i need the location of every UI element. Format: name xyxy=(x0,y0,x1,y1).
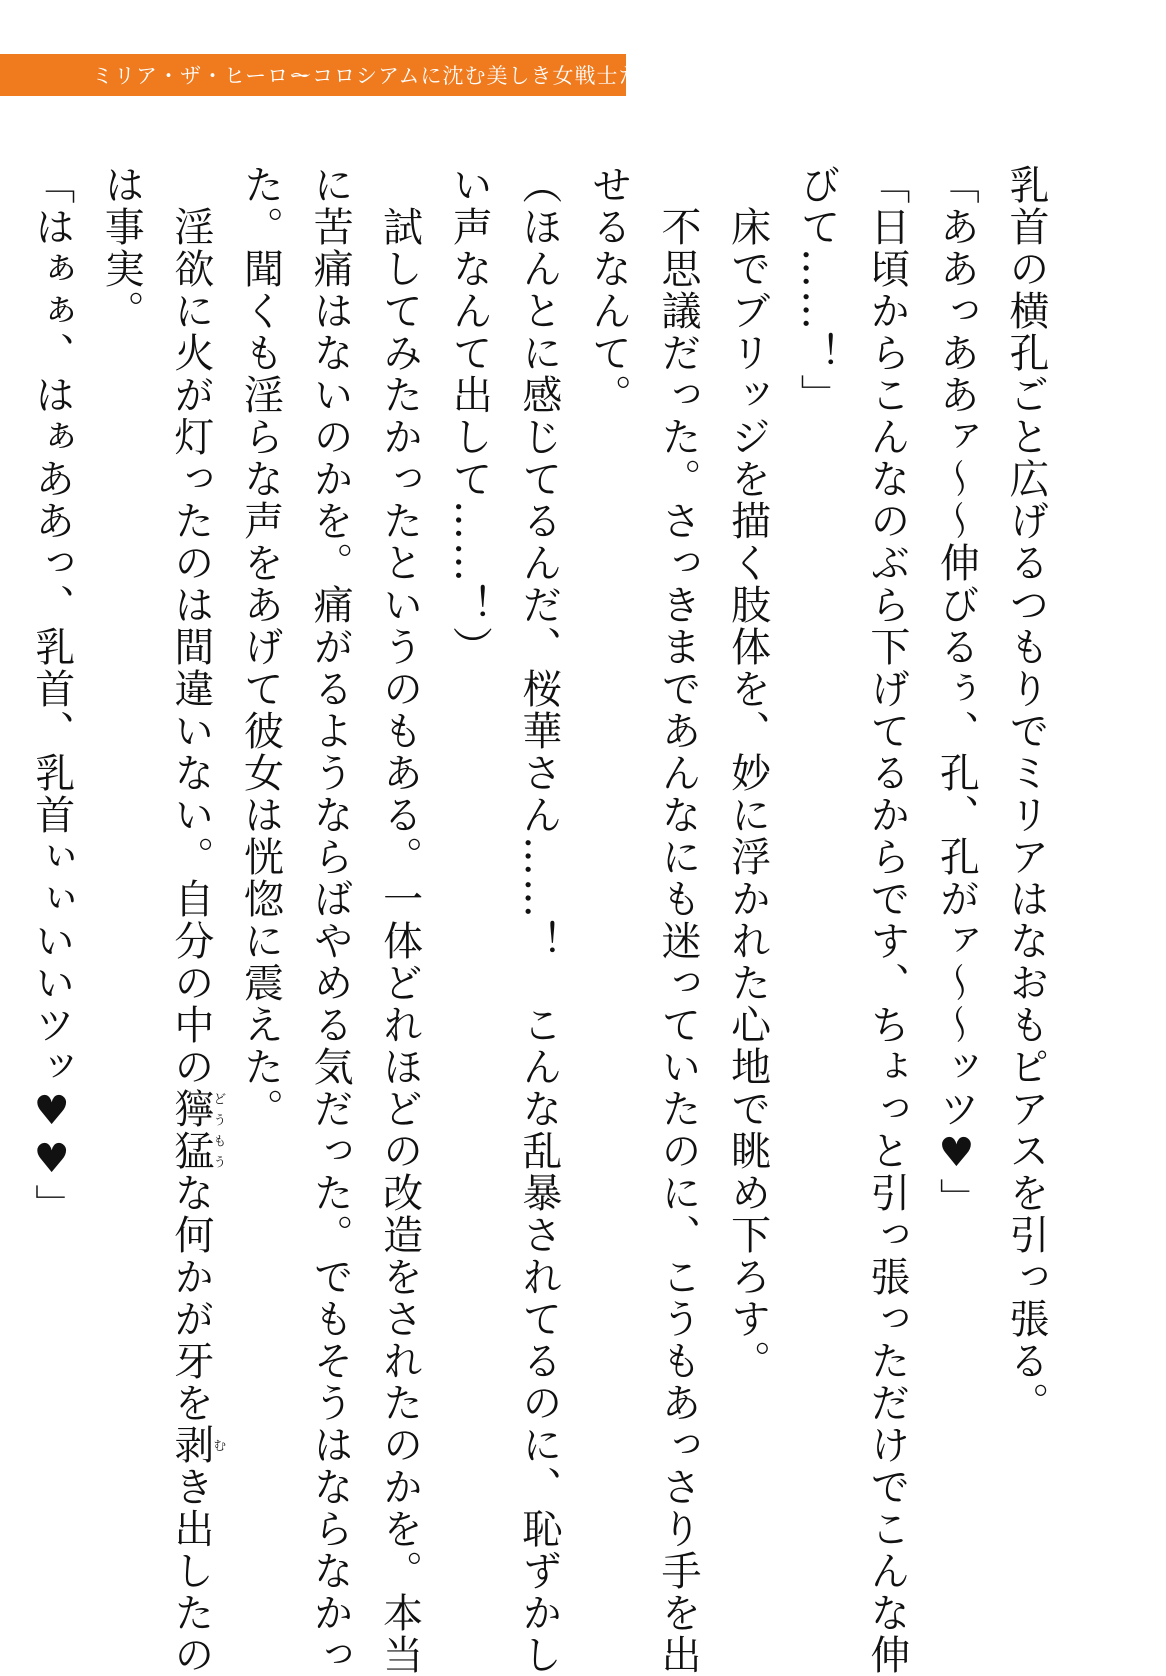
text-column-3: 「日頃からこんなのぶら下げてるからです、ちょっと引っ張っただけでこんな伸 xyxy=(863,164,910,1676)
vertical-text-body xyxy=(28,164,1060,1676)
ruby-annotation: 獰猛どうもう xyxy=(167,1088,226,1172)
book-title: ミリア・ザ・ヒーロー xyxy=(92,64,312,88)
text-column-9: い声なんて出して……！） xyxy=(446,164,493,668)
text-column-1: 乳首の横孔ごと広げるつもりでミリアはなおもピアスを引っ張る。 xyxy=(1003,164,1049,1424)
text-column-12: た。聞くも淫らな声をあげて彼女は恍惚に震えた。 xyxy=(237,164,284,1130)
text-column-4: びて……！」 xyxy=(794,164,841,416)
text-column-14: は事実。 xyxy=(98,164,145,332)
running-header xyxy=(0,54,685,96)
text-column-7: せるなんて。 xyxy=(585,164,632,416)
ruby-reading: む xyxy=(210,1424,226,1466)
ruby-reading: どうもう xyxy=(210,1088,226,1172)
book-subtitle: 〜コロシアムに沈む美しき女戦士たち〜 xyxy=(290,64,685,88)
text-column-5: 床でブリッジを描く肢体を、妙に浮かれた心地で眺め下ろす。 xyxy=(724,164,771,1382)
text-column-15: 「はぁぁ、はぁああっ、乳首、乳首ぃぃいいツッ♥♥」 xyxy=(28,164,75,1226)
text-column-13: 淫欲に火が灯ったのは間違いない。自分の中の獰猛どうもうな何かが牙を剥むき出したの xyxy=(167,164,226,1676)
text-column-2: 「ああっああァ〜〜伸びるぅ、孔、孔がァ〜〜ッツ♥」 xyxy=(933,164,980,1220)
ruby-annotation: 剥む xyxy=(167,1424,226,1466)
text-column-8: （ほんとに感じてるんだ、桜華さん……！ こんな乱暴されてるのに、恥ずかし xyxy=(515,164,562,1676)
text-column-11: に苦痛はないのかを。痛がるようならばやめる気だった。でもそうはならなかっ xyxy=(307,164,354,1676)
text-column-10: 試してみたかったというのもある。一体どれほどの改造をされたのかを。本当 xyxy=(376,164,423,1676)
text-column-6: 不思議だった。さっきまであんなにも迷っていたのに、こうもあっさり手を出 xyxy=(655,164,702,1676)
